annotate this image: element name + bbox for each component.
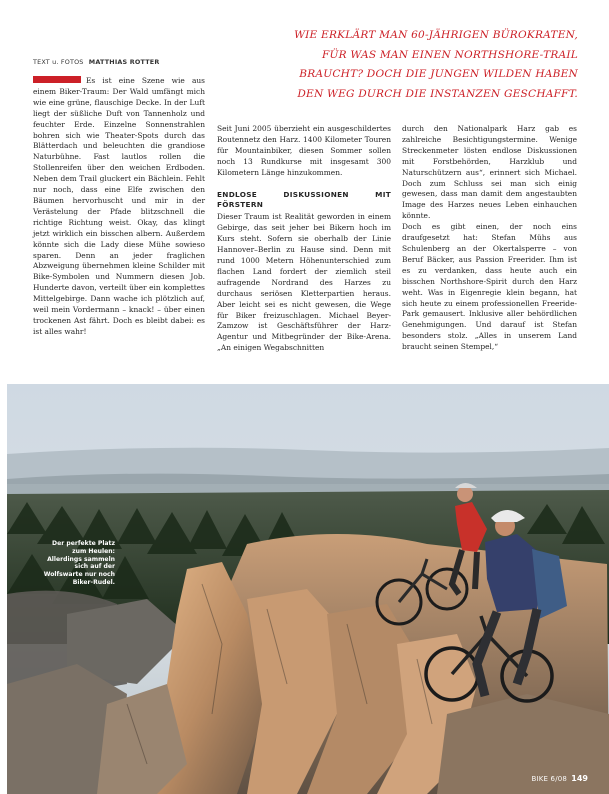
- magazine-issue: BIKE 6/08: [531, 775, 568, 783]
- paragraph: Doch es gibt einen, der noch eins draufgesetzt hat: Stefan Mühs aus Schulenberg an der Okertalsperre – von Beruf Bäcker, aus Passion Freerider. Ihm ist es zu verdanken, dass heute auch ein bisschen Northshore-Spirit durch den Harz weht. Was in Eigenregie klein begann, hat sich heute zu einem professionellen Freeride-Park gemausert. Inklusive aller behördlichen Genehmigungen. Und darauf ist Stefan besonders stolz. „Alles in unserem Land braucht seinen Stempel,“: [402, 222, 577, 352]
- text-column-2: [217, 124, 391, 354]
- paragraph: durch den Nationalpark Harz gab es zahlreiche Besichtigungstermine. Wenige Streckenmeter lösten endlose Diskussionen mit Forstbehörden, Harzklub und Naturschützern aus“, erinnert sich Michael. Doch zum Schluss sei man sich einig gewesen, dass man damit dem angestaubten Image des Harzes neues Leben einhauchen könnte.: [402, 124, 577, 221]
- accent-bar: [33, 76, 81, 83]
- byline-author: MATTHIAS ROTTER: [88, 58, 160, 66]
- intro-line-4: DEN WEG DURCH DIE INSTANZEN GESCHAFFT.: [297, 87, 578, 100]
- intro-line-3: BRAUCHT? DOCH DIE JUNGEN WILDEN HABEN: [299, 68, 578, 80]
- text-column-1: [33, 76, 205, 338]
- paragraph: Dieser Traum ist Realität geworden in einem Gebirge, das seit jeher bei Bikern hoch im Kurs steht. Sofern sie oberhalb der Linie Hannover–Berlin zu Hause sind. Denn mit rund 1000 Metern Höhenunterschied zum flachen Land fordert der ziemlich steil aufragende Nordrand des Harzes zu durchaus seriösen Kletterpartien heraus. Aber leicht sei es nicht gewesen, die Wege für Biker freizuschlagen. Michael Beyer-Zamzow ist Geschäftsführer der Harz-Agentur und Mitbegründer der Bike-Arena. „An einigen Wegabschnitten: [217, 212, 391, 353]
- paragraph: Seit Juni 2005 überzieht ein ausgeschildertes Routennetz den Harz. 1400 Kilometer Touren für Mountainbiker, diesen Sommer sollen noch 13 Rundkurse mit insgesamt 300 Kilometern Länge hinzukommen.: [217, 124, 391, 177]
- subheading: ENDLOSE DISKUSSIONEN MIT FÖRSTERN: [217, 189, 391, 210]
- text-column-3: [402, 124, 577, 353]
- lead-text: Es ist eine Szene wie aus einem Biker-Traum: Der Wald umfängt mich wie eine grüne, flauschige Decke. In der Luft liegt der süßliche Duft von Tannenholz und feuchter Erde. Einzelne Sonnenstrahlen bohren sich wie Theater-Spots durch das Blätterdach und beleuchten die grandiose Naturbühne. Fast lautlos rollen die Stollenreifen über den weichen Erdboden. Neben dem Trail gluckert ein Bächlein. Fehlt nur noch, dass eine Elfe zwischen den Bäumen hervorhuscht und mir in der Verästelung der Pfade blitzschnell die richtige Richtung weist. Okay, das klingt jetzt wirklich ein bisschen albern. Außerdem könnte sich die Lady diese Mühe sowieso sparen. Denn an jeder fraglichen Abzweigung übernehmen kleine Schilder mit Bike-Symbolen und Nummern diesen Job. Hunderte davon, verteilt über ein komplettes Mittelgebirge. Dann wache ich plötzlich auf, weil mein Vordermann – knack! – über einen trockenen Ast fährt. Doch es bleibt dabei: es ist alles wahr!: [33, 76, 205, 336]
- hero-photo: [7, 384, 609, 794]
- byline: [33, 58, 159, 66]
- intro-line-1: WIE ERKLÄRT MAN 60-JÄHRIGEN BÜROKRATEN,: [294, 29, 578, 41]
- byline-label: TEXT u. FOTOS: [33, 58, 84, 66]
- page-number: 149: [571, 774, 588, 783]
- intro-headline: [290, 26, 578, 104]
- lead-paragraph: [33, 76, 205, 338]
- page-folio: [531, 774, 588, 783]
- hero-photo-illustration: [7, 384, 609, 794]
- photo-caption: Der perfekte Platz zum Heulen: Allerdings sammeln sich auf der Wolfswarte nur noch Biker-Rudel.: [43, 540, 115, 586]
- intro-line-2: FÜR WAS MAN EINEN NORTHSHORE-TRAIL: [321, 48, 578, 61]
